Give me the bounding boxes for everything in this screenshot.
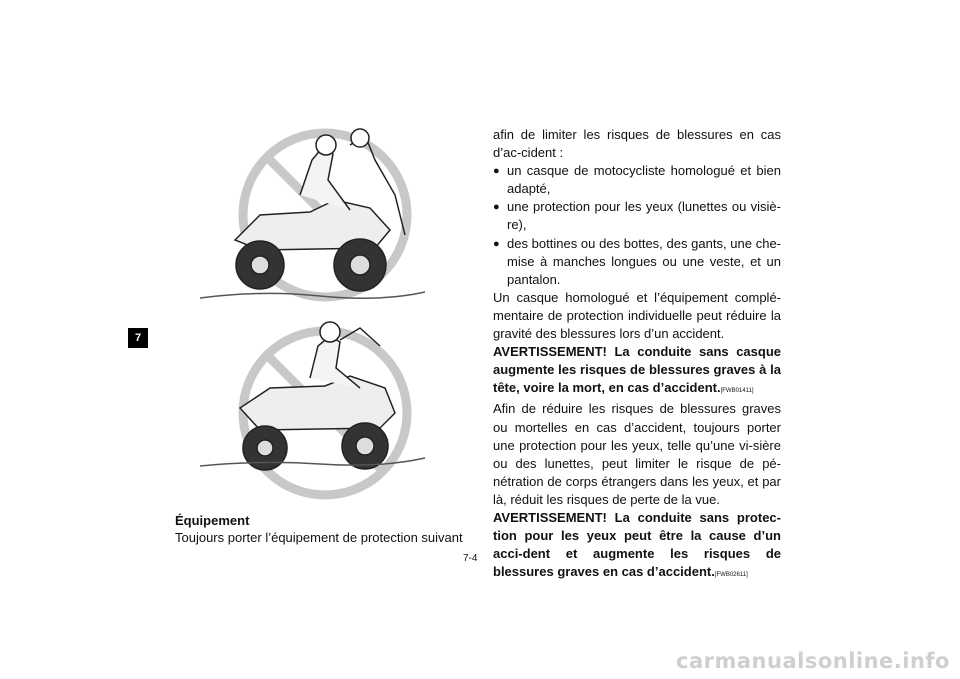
- atv-icon: [200, 322, 425, 470]
- no-gear-rider-illustration: [200, 120, 430, 320]
- bullet-icon: ●: [493, 165, 500, 178]
- section-intro: [175, 512, 465, 546]
- bullet-icon: ●: [493, 201, 500, 214]
- warning-text: AVERTISSEMENT! La conduite sans protec-tion pour les yeux peut être la cause d’un acci-dent et augmente les risques de blessures graves en cas d’accident.: [493, 509, 781, 580]
- chapter-tab: 7: [128, 328, 148, 348]
- main-text-column: [493, 126, 781, 584]
- list-item: ● des bottines ou des bottes, des gants, une che-mise à manches longues ou une veste, et un pantalon.: [493, 235, 781, 287]
- watermark-text: carmanualsonline.info: [676, 649, 950, 673]
- warning-code: [FWB01411]: [720, 388, 754, 395]
- continuation-text: afin de limiter les risques de blessures en cas d’ac-cident :: [493, 127, 781, 161]
- atv-icon: [200, 129, 425, 298]
- list-item: ● un casque de motocycliste homologué et bien adapté,: [493, 163, 781, 197]
- page-number: 7-4: [463, 553, 478, 564]
- passenger-rider-illustration: [200, 318, 430, 503]
- eye-protection-paragraph: Afin de réduire les risques de blessures graves ou mortelles en cas d’accident, toujours porter une protection pour les yeux, telle qu’une vi-sière ou des lunettes, peut limiter le risque de pé-nétration de corps étrangers dans les yeux, et par là, réduit les risques de perte de la vue.: [493, 401, 781, 507]
- eye-protection-warning: [493, 509, 781, 584]
- helmet-warning: [493, 343, 781, 400]
- warning-code: [FWB02611]: [714, 572, 748, 579]
- section-title: Équipement: [175, 513, 250, 528]
- section-intro-text: Toujours porter l’équipement de protection suivant: [175, 530, 463, 545]
- bullet-icon: ●: [493, 237, 500, 250]
- list-item: ● une protection pour les yeux (lunettes ou visiè-re),: [493, 199, 781, 233]
- warning-text: AVERTISSEMENT! La conduite sans casque augmente les risques de blessures graves à la tête, voire la mort, en cas d’accident.: [493, 344, 781, 396]
- protective-gear-list: [493, 162, 781, 289]
- helmet-paragraph: Un casque homologué et l’équipement complé-mentaire de protection individuelle peut réduire la gravité des blessures lors d’un accident.: [493, 289, 781, 342]
